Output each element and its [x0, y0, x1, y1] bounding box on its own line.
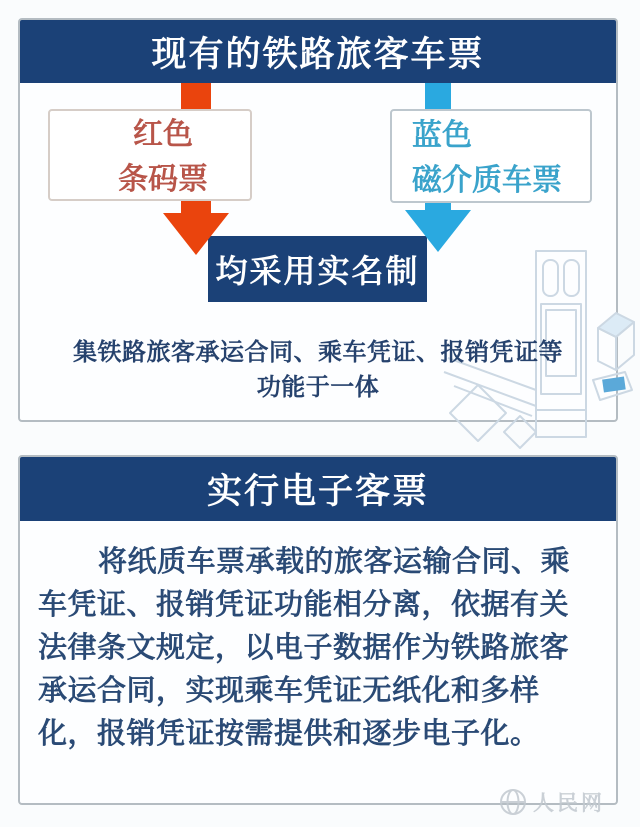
red-box-line2: 条码票	[118, 163, 208, 196]
panel1-description	[20, 335, 616, 405]
panel2-header	[20, 457, 616, 521]
watermark-label: 人民网	[533, 792, 605, 815]
people-cn-watermark	[498, 787, 605, 817]
panel2-description	[38, 541, 600, 756]
blue-magnetic-ticket-box	[390, 109, 592, 203]
panel1-header	[20, 20, 616, 83]
panel1-title: 现有的铁路旅客车票	[151, 34, 485, 74]
panel2-description-line: 车凭证、报销凭证功能相分离，依据有关	[38, 589, 570, 621]
red-arrow-head	[163, 213, 229, 255]
panel1-description-line2: 功能于一体	[256, 374, 380, 401]
real-name-banner	[208, 236, 427, 302]
panel1-description-line1: 集铁路旅客承运合同、乘车凭证、报销凭证等	[73, 339, 563, 366]
e-ticket-panel	[18, 455, 618, 805]
blue-arrow-head	[405, 210, 471, 252]
panel2-description-line: 将纸质车票承载的旅客运输合同、乘	[98, 546, 571, 578]
blue-box-line2: 磁介质车票	[412, 164, 562, 197]
existing-tickets-panel	[18, 18, 618, 422]
globe-icon	[498, 787, 528, 817]
red-barcode-ticket-box	[48, 109, 252, 201]
panel2-description-line: 承运合同，实现乘车凭证无纸化和多样	[38, 675, 540, 707]
real-name-banner-label: 均采用实名制	[215, 253, 420, 289]
blue-box-line1: 蓝色	[412, 119, 472, 152]
panel2-description-line: 化，报销凭证按需提供和逐步电子化。	[38, 718, 540, 750]
panel2-description-line: 法律条文规定，以电子数据作为铁路旅客	[38, 632, 570, 664]
red-box-line1: 红色	[133, 118, 193, 151]
panel2-title: 实行电子客票	[206, 472, 429, 511]
